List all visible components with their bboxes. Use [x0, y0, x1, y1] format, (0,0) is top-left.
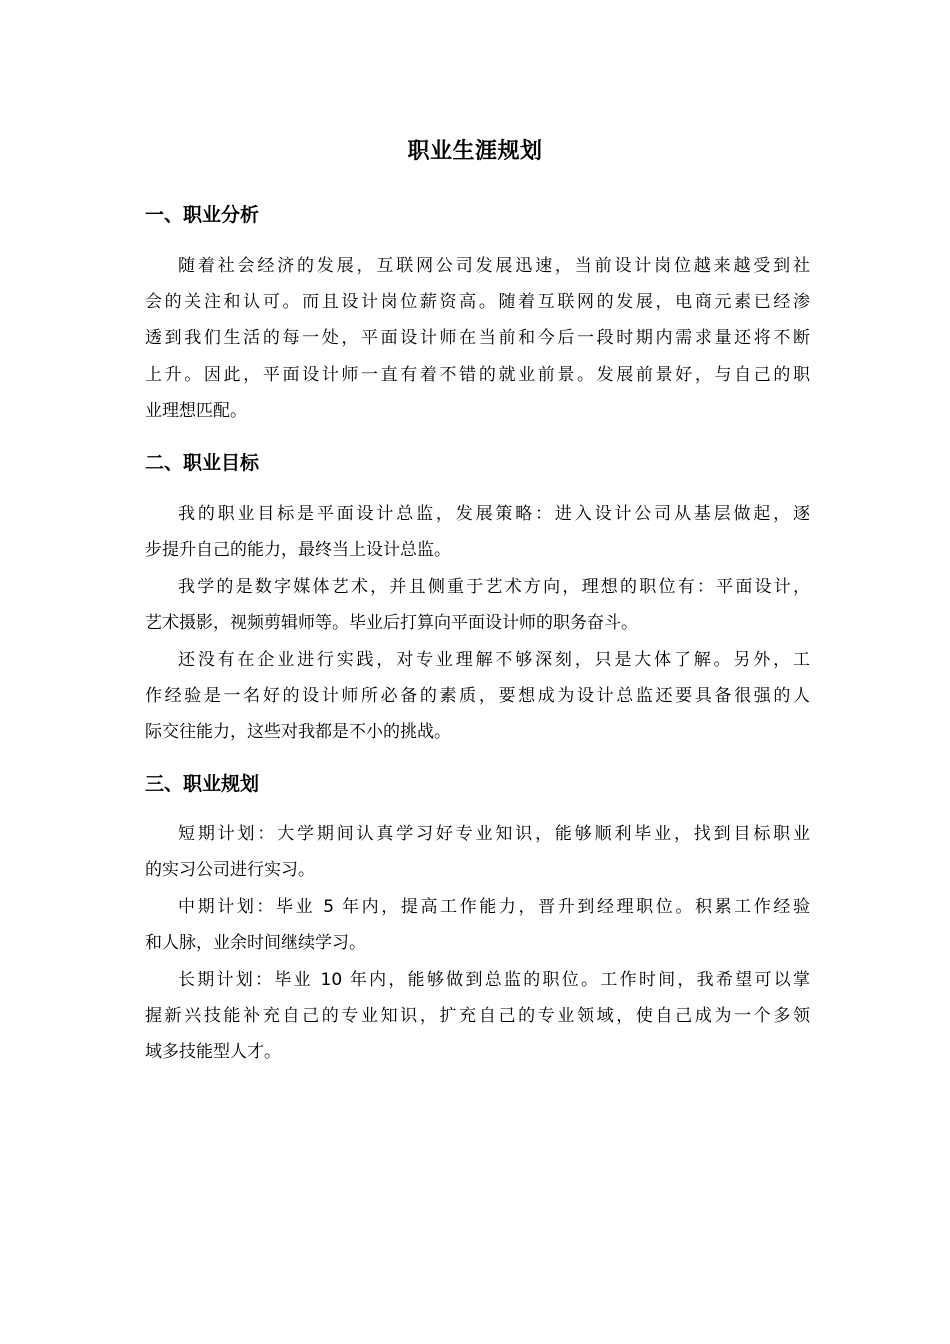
paragraph-line: 透到我们生活的每一处，平面设计师在当前和今后一段时期内需求量还将不断 — [145, 328, 810, 348]
paragraph-line: 业理想匹配。 — [145, 401, 247, 421]
paragraph-line: 作经验是一名好的设计师所必备的素质，要想成为设计总监还要具备很强的人 — [145, 686, 810, 706]
paragraph-line: 和人脉，业余时间继续学习。 — [145, 933, 366, 953]
paragraph-line: 握新兴技能补充自己的专业知识，扩充自己的专业领域，使自己成为一个多领 — [145, 1006, 810, 1026]
paragraph-line: 域多技能型人才。 — [145, 1042, 281, 1062]
paragraph-line: 还没有在企业进行实践，对专业理解不够深刻，只是大体了解。另外，工 — [178, 650, 810, 670]
paragraph-line: 短期计划：大学期间认真学习好专业知识，能够顺利毕业，找到目标职业 — [178, 824, 810, 844]
section-heading-career-analysis: 一、职业分析 — [145, 204, 260, 226]
paragraph-line: 长期计划：毕业 10 年内，能够做到总监的职位。工作时间，我希望可以掌 — [178, 970, 810, 990]
paragraph-line: 中期计划：毕业 5 年内，提高工作能力，晋升到经理职位。积累工作经验 — [178, 897, 810, 917]
paragraph-line: 上升。因此，平面设计师一直有着不错的就业前景。发展前景好，与自己的职 — [145, 365, 810, 385]
paragraph-line: 际交往能力，这些对我都是不小的挑战。 — [145, 722, 451, 742]
section-heading-career-plan: 三、职业规划 — [145, 773, 260, 795]
paragraph-line: 的实习公司进行实习。 — [145, 860, 315, 880]
paragraph-line: 会的关注和认可。而且设计岗位薪资高。随着互联网的发展，电商元素已经渗 — [145, 292, 810, 312]
paragraph-line: 随着社会经济的发展，互联网公司发展迅速，当前设计岗位越来越受到社 — [178, 256, 810, 276]
document-title: 职业生涯规划 — [407, 139, 543, 164]
section-heading-career-goal: 二、职业目标 — [145, 452, 260, 474]
paragraph-line: 我的职业目标是平面设计总监，发展策略：进入设计公司从基层做起，逐 — [178, 504, 810, 524]
paragraph-line: 我学的是数字媒体艺术，并且侧重于艺术方向，理想的职位有：平面设计， — [178, 577, 810, 597]
paragraph-line: 艺术摄影，视频剪辑师等。毕业后打算向平面设计师的职务奋斗。 — [145, 613, 638, 633]
paragraph-line: 步提升自己的能力，最终当上设计总监。 — [145, 540, 451, 560]
